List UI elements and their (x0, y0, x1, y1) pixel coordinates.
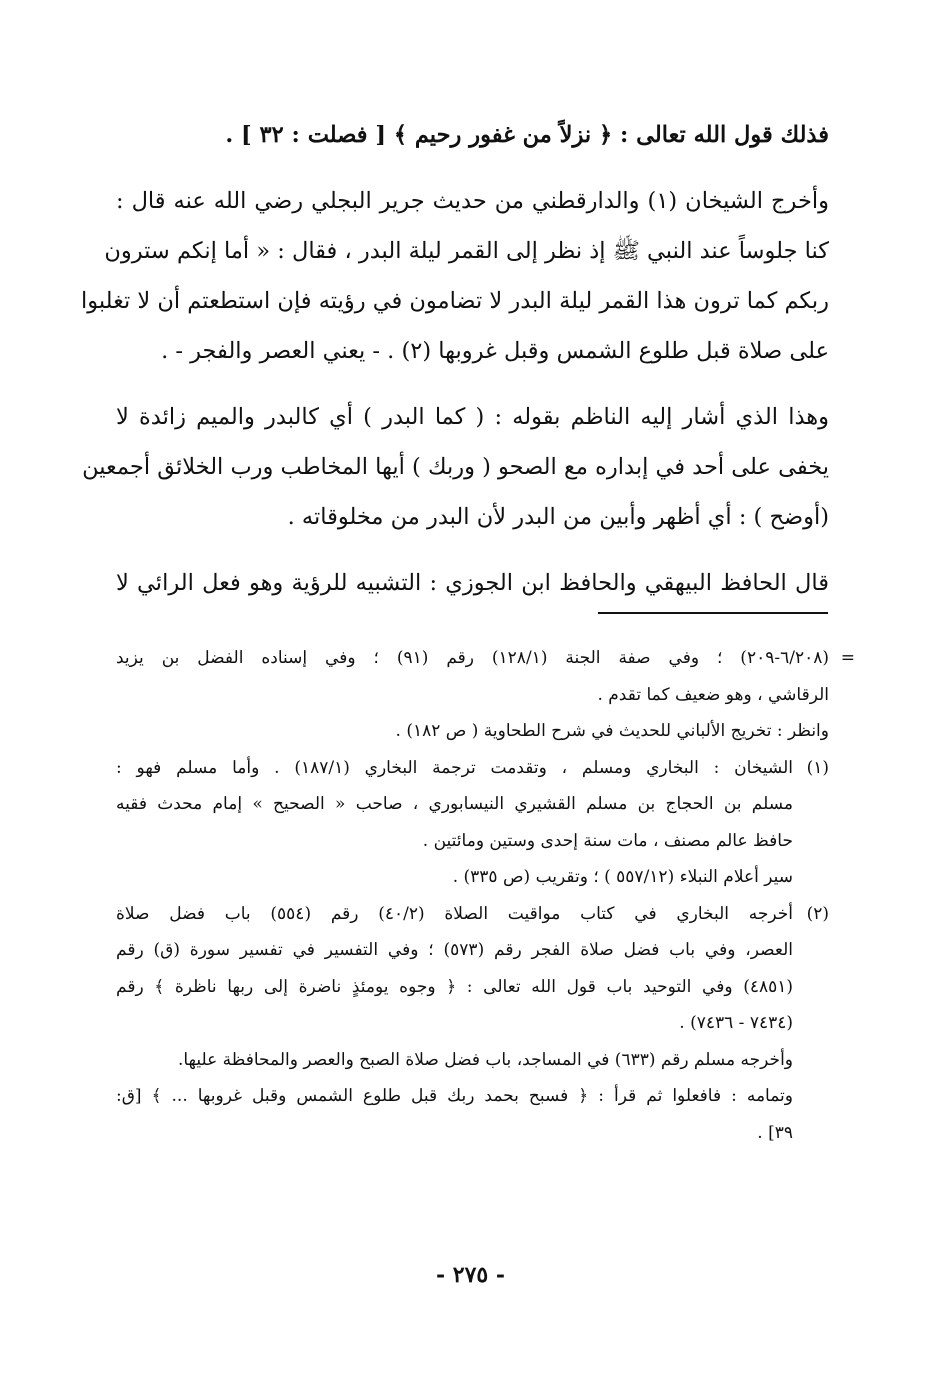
footnote-continuation-line: وانظر : تخريج الألباني للحديث في شرح الطحاوية ( ص ١٨٢) . (395, 721, 829, 741)
footnote-2-line: العصر، وفي باب فضل صلاة الفجر رقم (٥٧٣) ؛ وفي التفسير في تفسير سورة (ق) رقم (116, 940, 793, 960)
footnote-1-line: حافظ عالم مصنف ، مات سنة إحدى وستين ومائتين . (422, 830, 793, 851)
footnote-continuation-line: = (٦/٢٠٨-٢٠٩) ؛ وفي صفة الجنة (١٢٨/١) رقم (٩١) ؛ وفي إسناده الفضل بن يزيد (116, 640, 829, 677)
footnotes (116, 640, 855, 1151)
paragraph-1: فذلك قول الله تعالى : ﴿ نزلاً من غفور رحيم ﴾ [ فصلت : ٣٢ ] . (225, 122, 829, 148)
footnote-2-line: ٣٩] . (757, 1122, 793, 1143)
footnote-2-line: (٢)أخرجه البخاري في كتاب مواقيت الصلاة (٤٠/٢) رقم (٥٥٤) باب فضل صلاة (116, 896, 829, 933)
continuation-mark: = (840, 648, 855, 668)
paragraph-2-line: على صلاة قبل طلوع الشمس وقبل غروبها (٢) . - يعني العصر والفجر - . (161, 338, 829, 364)
footnote-1-line: مسلم بن الحجاج بن مسلم القشيري النيسابوري ، صاحب « الصحيح » إمام محدث فقيه (116, 794, 793, 814)
footnote-2-line: وأخرجه مسلم رقم (٦٣٣) في المساجد، باب فضل صلاة الصبح والعصر والمحافظة عليها. (177, 1049, 793, 1070)
footnote-2-line: وتمامه : فافعلوا ثم قرأ : ﴿ فسبح بحمد ربك قبل طلوع الشمس وقبل غروبها ... ﴾ [ق: (116, 1086, 793, 1106)
page-number: - ٢٧٥ - (435, 1262, 506, 1288)
paragraph-2-line: وأخرج الشيخان (١) والدارقطني من حديث جرير البجلي رضي الله عنه قال : (116, 188, 829, 214)
footnote-1-line: (١)الشيخان : البخاري ومسلم ، وتقدمت ترجمة البخاري (١٨٧/١) . وأما مسلم فهو : (116, 750, 829, 787)
paragraph-2-line: كنا جلوساً عند النبي ﷺ إذ نظر إلى القمر ليلة البدر ، فقال : « أما إنكم سترون (104, 238, 829, 264)
footnote-1-number: (١) (806, 757, 829, 778)
paragraph-2-line: ربكم كما ترون هذا القمر ليلة البدر لا تضامون في رؤيته فإن استطعتم أن لا تغلبوا (81, 288, 829, 314)
footnote-separator (598, 612, 828, 614)
main-text (81, 110, 829, 608)
paragraph-3-line: وهذا الذي أشار إليه الناظم بقوله : ( كما البدر ) أي كالبدر والميم زائدة لا (116, 404, 829, 430)
footnote-1-line: سير أعلام النبلاء (٥٥٧/١٢ ) ؛ وتقريب (ص ٣٣٥) . (452, 867, 793, 887)
paragraph-3-line: يخفى على أحد في إبداره مع الصحو ( وربك ) أيها المخاطب ورب الخلائق أجمعين (82, 454, 829, 480)
footnote-2-number: (٢) (806, 903, 829, 924)
footnote-continuation-line: الرقاشي ، وهو ضعيف كما تقدم . (597, 684, 829, 705)
paragraph-4-line: قال الحافظ البيهقي والحافظ ابن الجوزي : التشبيه للرؤية وهو فعل الرائي لا (116, 570, 829, 596)
footnote-2-line: (٤٨٥١) وفي التوحيد باب قول الله تعالى : ﴿ وجوه يومئذٍ ناضرة إلى ربها ناظرة ﴾ رقم (116, 976, 793, 997)
paragraph-3-line: (أوضح ) : أي أظهر وأبين من البدر لأن البدر من مخلوقاته . (287, 504, 829, 530)
footnote-2-line: (٧٤٣٤ - ٧٤٣٦) . (679, 1013, 793, 1033)
